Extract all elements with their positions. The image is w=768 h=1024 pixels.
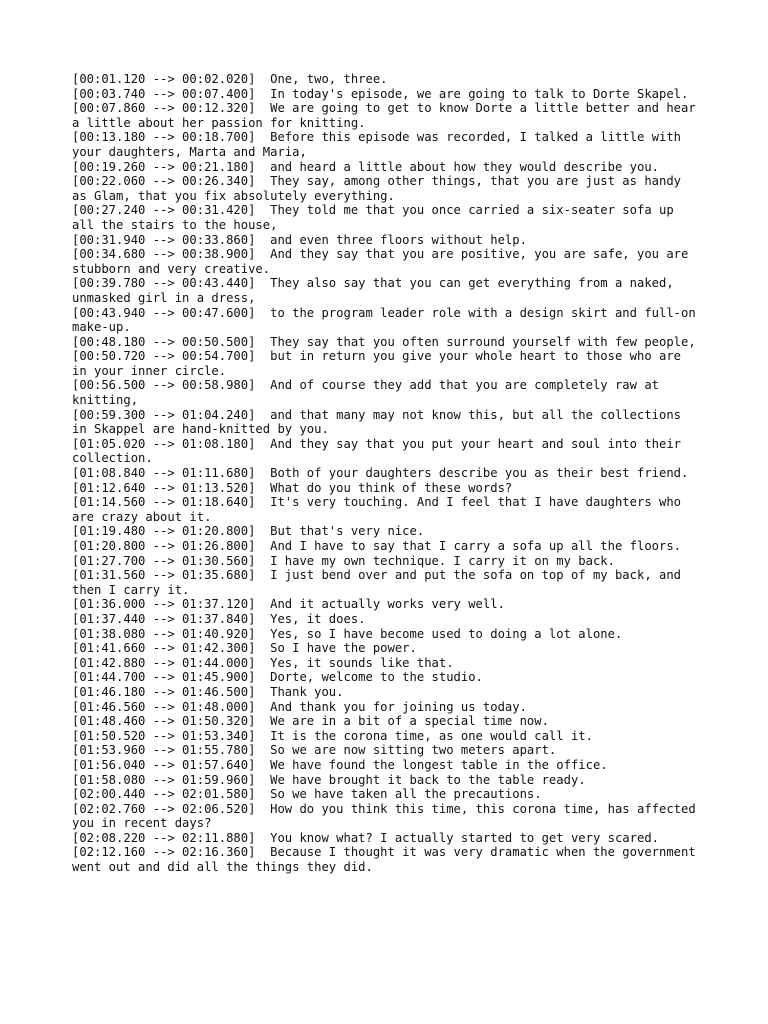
- transcript-line-18: [01:12.640 --> 01:13.520] What do you think of these words?: [72, 480, 513, 495]
- transcript-line-1: [00:01.120 --> 00:02.020] One, two, three.: [72, 72, 388, 86]
- transcript-line-32: [01:48.460 --> 01:50.320] We are in a bit of a special time now.: [72, 714, 549, 729]
- transcript-line-8: [00:31.940 --> 00:33.860] and even three floors without help.: [72, 232, 527, 247]
- transcript-line-36: [01:58.080 --> 01:59.960] We have brought it back to the table ready.: [72, 772, 586, 787]
- transcript-line-24: [01:36.000 --> 01:37.120] And it actually works very well.: [72, 597, 505, 612]
- transcript-line-23: [01:31.560 --> 01:35.680] I just bend over and put the sofa on top of my back, and then I carry it.: [72, 568, 689, 597]
- transcript-line-4: [00:13.180 --> 00:18.700] Before this episode was recorded, I talked a little with your daughters, Marta and Maria,: [72, 130, 689, 159]
- transcript-line-39: [02:08.220 --> 02:11.880] You know what? I actually started to get very scared.: [72, 830, 659, 845]
- transcript-line-20: [01:19.480 --> 01:20.800] But that's very nice.: [72, 524, 425, 539]
- transcript-line-9: [00:34.680 --> 00:38.900] And they say that you are positive, you are safe, you are stubborn and very creative.: [72, 247, 696, 276]
- transcript-line-10: [00:39.780 --> 00:43.440] They also say that you can get everything from a naked, unmasked girl in a dress,: [72, 276, 682, 305]
- transcript-line-38: [02:02.760 --> 02:06.520] How do you think this time, this corona time, has affected you in recent days?: [72, 801, 704, 831]
- transcript-line-15: [00:59.300 --> 01:04.240] and that many may not know this, but all the collections in Skappel are hand-knitted by you.: [72, 407, 689, 437]
- transcript-line-30: [01:46.180 --> 01:46.500] Thank you.: [72, 684, 344, 699]
- transcript-line-21: [01:20.800 --> 01:26.800] And I have to say that I carry a sofa up all the floors.: [72, 539, 682, 553]
- transcript-line-19: [01:14.560 --> 01:18.640] It's very touching. And I feel that I have daughters who are crazy about it.: [72, 495, 689, 524]
- transcript-line-40: [02:12.160 --> 02:16.360] Because I thought it was very dramatic when the government went out and did all the things they did.: [72, 845, 704, 875]
- transcript-line-33: [01:50.520 --> 01:53.340] It is the corona time, as one would call it.: [72, 728, 593, 743]
- transcript-line-6: [00:22.060 --> 00:26.340] They say, among other things, that you are just as handy as Glam, that you fix absolutely everything.: [72, 174, 689, 203]
- transcript-line-14: [00:56.500 --> 00:58.980] And of course they add that you are completely raw at knitting,: [72, 378, 667, 408]
- transcript-line-31: [01:46.560 --> 01:48.000] And thank you for joining us today.: [72, 699, 527, 714]
- transcript-page: [72, 72, 704, 875]
- transcript-line-34: [01:53.960 --> 01:55.780] So we are now sitting two meters apart.: [72, 743, 557, 758]
- transcript-line-7: [00:27.240 --> 00:31.420] They told me that you once carried a six-seater sofa up all the stairs to the house,: [72, 203, 682, 232]
- transcript-line-11: [00:43.940 --> 00:47.600] to the program leader role with a design skirt and full-on make-up.: [72, 305, 704, 335]
- transcript-line-29: [01:44.700 --> 01:45.900] Dorte, welcome to the studio.: [72, 670, 483, 685]
- transcript-line-37: [02:00.440 --> 02:01.580] So we have taken all the precautions.: [72, 787, 542, 802]
- transcript-line-2: [00:03.740 --> 00:07.400] In today's episode, we are going to talk to Dorte Skapel.: [72, 86, 689, 101]
- transcript-line-12: [00:48.180 --> 00:50.500] They say that you often surround yourself with few people,: [72, 334, 696, 349]
- transcript-line-26: [01:38.080 --> 01:40.920] Yes, so I have become used to doing a lot alone.: [72, 626, 623, 641]
- transcript-line-28: [01:42.880 --> 01:44.000] Yes, it sounds like that.: [72, 655, 454, 670]
- transcript-line-16: [01:05.020 --> 01:08.180] And they say that you put your heart and soul into their collection.: [72, 436, 689, 466]
- transcript-line-5: [00:19.260 --> 00:21.180] and heard a little about how they would describe you.: [72, 159, 659, 174]
- transcript-line-13: [00:50.720 --> 00:54.700] but in return you give your whole heart to those who are in your inner circle.: [72, 349, 689, 378]
- transcript-line-17: [01:08.840 --> 01:11.680] Both of your daughters describe you as their best friend.: [72, 466, 689, 481]
- transcript-line-25: [01:37.440 --> 01:37.840] Yes, it does.: [72, 611, 366, 626]
- transcript-line-3: [00:07.860 --> 00:12.320] We are going to get to know Dorte a little better and hear a little about her passion for knitting.: [72, 101, 704, 130]
- transcript-line-27: [01:41.660 --> 01:42.300] So I have the power.: [72, 641, 417, 656]
- transcript-line-35: [01:56.040 --> 01:57.640] We have found the longest table in the office.: [72, 757, 608, 772]
- transcript-line-22: [01:27.700 --> 01:30.560] I have my own technique. I carry it on my back.: [72, 553, 615, 568]
